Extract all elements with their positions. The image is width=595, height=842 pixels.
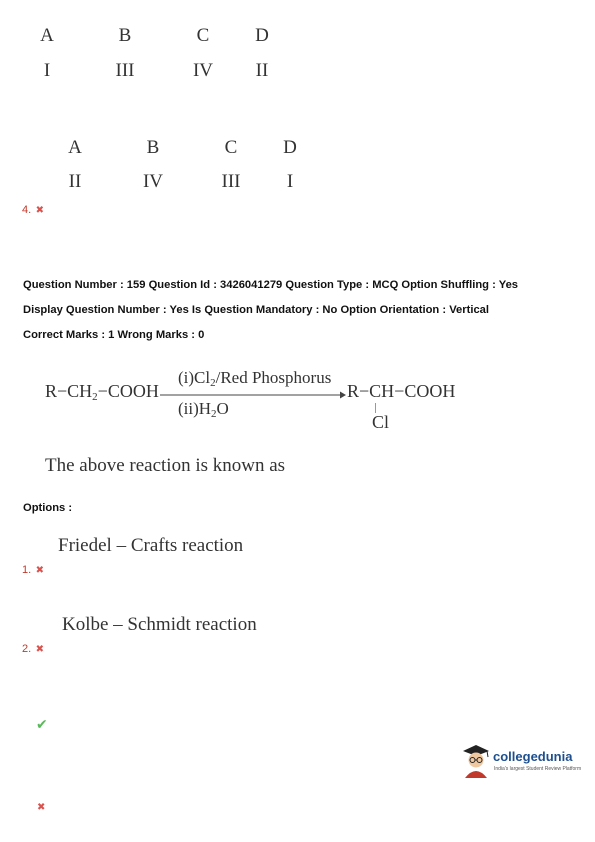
table2-numeral-b: IV xyxy=(142,171,164,192)
table2-letter-c: C xyxy=(224,137,238,158)
substituent: Cl xyxy=(372,412,390,432)
table1-numeral-d: II xyxy=(255,60,269,81)
question-meta-line-3: Correct Marks : 1 Wrong Marks : 0 xyxy=(23,329,205,341)
cross-icon: ✖ xyxy=(35,565,45,576)
logo-name: collegedunia xyxy=(493,749,573,764)
question-text: The above reaction is known as xyxy=(45,455,286,476)
table1-letter-c: C xyxy=(196,25,210,46)
option-2-text[interactable]: Kolbe – Schmidt reaction xyxy=(62,614,257,635)
table2-numeral-a: II xyxy=(68,171,82,192)
reagent-top-part-1: (i)Cl xyxy=(178,368,211,387)
prev-option-number: 4. xyxy=(22,204,32,216)
table1-letter-a: A xyxy=(40,25,54,46)
option-4-marker xyxy=(37,797,45,815)
question-meta-line-1: Question Number : 159 Question Id : 3426041279 Question Type : MCQ Option Shuffling : Yes xyxy=(23,279,519,291)
reagent-top-part-2: /Red Phosphorus xyxy=(215,368,332,387)
cross-icon: ✖ xyxy=(35,644,45,655)
reagent-bottom-part-1: (ii)H xyxy=(178,399,212,418)
option-1-number: 1. xyxy=(22,564,32,576)
reagent-bottom-part-2: O xyxy=(216,399,229,418)
table2-letter-d: D xyxy=(283,137,297,158)
student-mascot-icon xyxy=(461,744,491,778)
option-3-marker xyxy=(36,716,48,734)
reagent-bottom-subscript: 2 xyxy=(211,408,217,420)
reactant-part-2: −COOH xyxy=(97,381,159,401)
table2-letter-b: B xyxy=(146,137,160,158)
reagent-top-subscript: 2 xyxy=(210,377,216,389)
reagent-top xyxy=(178,368,331,389)
reactant-part-1: R−CH xyxy=(45,381,93,401)
logo-tagline: India's largest Student Review Platform xyxy=(494,766,582,772)
option-2-marker xyxy=(22,639,44,657)
options-label: Options : xyxy=(23,502,73,514)
reactant-subscript: 2 xyxy=(92,391,98,403)
question-meta-line-2: Display Question Number : Yes Is Question Mandatory : No Option Orientation : Vertical xyxy=(23,304,490,316)
table2-letter-a: A xyxy=(68,137,82,158)
cross-icon: ✖ xyxy=(37,802,46,813)
cross-icon: ✖ xyxy=(35,205,45,216)
table1-letter-d: D xyxy=(255,25,269,46)
prev-option-4 xyxy=(22,200,44,218)
table1-numeral-a: I xyxy=(43,60,51,81)
table2-numeral-c: III xyxy=(221,171,241,192)
option-1-text[interactable]: Friedel – Crafts reaction xyxy=(58,535,244,556)
check-icon: ✔ xyxy=(36,716,48,732)
collegedunia-logo xyxy=(461,744,581,780)
product: R−CH−COOH xyxy=(347,381,456,401)
reagent-bottom xyxy=(178,399,229,420)
table2-numeral-d: I xyxy=(286,171,294,192)
option-2-number: 2. xyxy=(22,643,32,655)
option-1-marker xyxy=(22,560,44,578)
reactant xyxy=(45,381,159,403)
table1-letter-b: B xyxy=(118,25,132,46)
table1-numeral-b: III xyxy=(115,60,135,81)
table1-numeral-c: IV xyxy=(192,60,214,81)
